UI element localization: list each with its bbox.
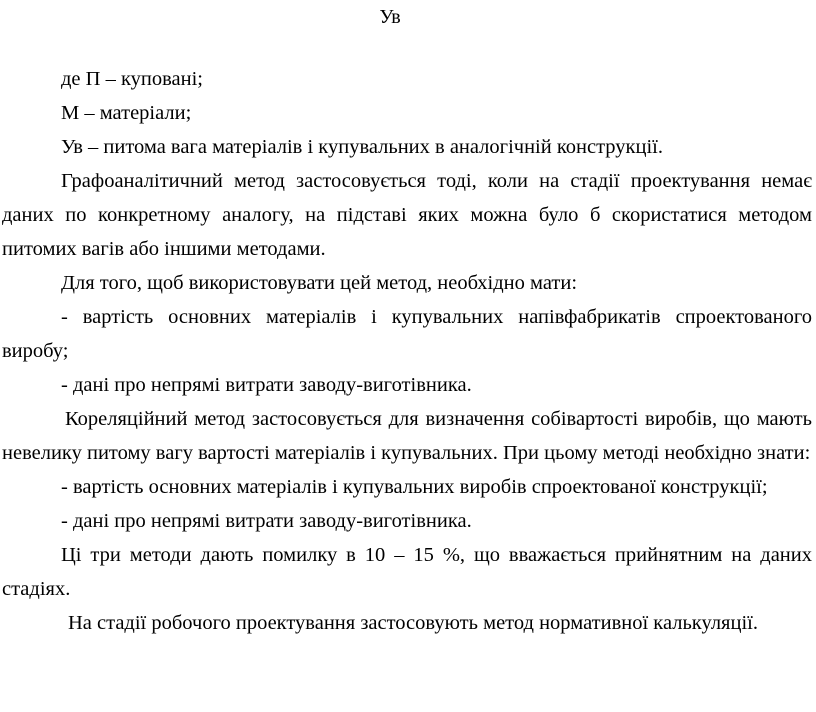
paragraph-legend-m: М – матеріали;: [61, 102, 192, 124]
list-item-indirect-costs: - дані про непрямі витрати заводу-виготівника.: [61, 374, 472, 396]
paragraph-correlation-method: Кореляційний метод застосовується для визначення собівартості виробів, що мають невелику питому вагу вартості матеріалів і купувальних. При цьому методі необхідно знати:: [2, 408, 812, 464]
document-body: [2, 62, 812, 640]
paragraph-error-margin: Ці три методи дають помилку в 10 – 15 %, що вважається прийнятним на даних стадіях.: [2, 544, 812, 600]
list-item-indirect-costs-2: - дані про непрямі витрати заводу-виготівника.: [61, 510, 472, 532]
paragraph-graphoanalytic-method: Графоаналітичний метод застосовується тоді, коли на стадії проектування немає даних по конкретному аналогу, на підставі яких можна було б скористатися методом питомих вагів або іншими методами.: [2, 170, 812, 260]
list-item-materials-cost: - вартість основних матеріалів і купувальних напівфабрикатів спроектованого виробу;: [2, 306, 812, 362]
paragraph-legend-uv: Ув – питома вага матеріалів і купувальних в аналогічній конструкції.: [61, 136, 663, 158]
formula-fragment: Ув: [379, 6, 401, 28]
list-item-products-cost: - вартість основних матеріалів і купувальних виробів спроектованої конструкції;: [61, 476, 768, 498]
paragraph-requirements-intro: Для того, щоб використовувати цей метод, необхідно мати:: [61, 272, 578, 294]
paragraph-legend-p: де П – куповані;: [61, 68, 203, 90]
paragraph-normative-calculation: На стадії робочого проектування застосовують метод нормативної калькуляції.: [68, 612, 758, 634]
